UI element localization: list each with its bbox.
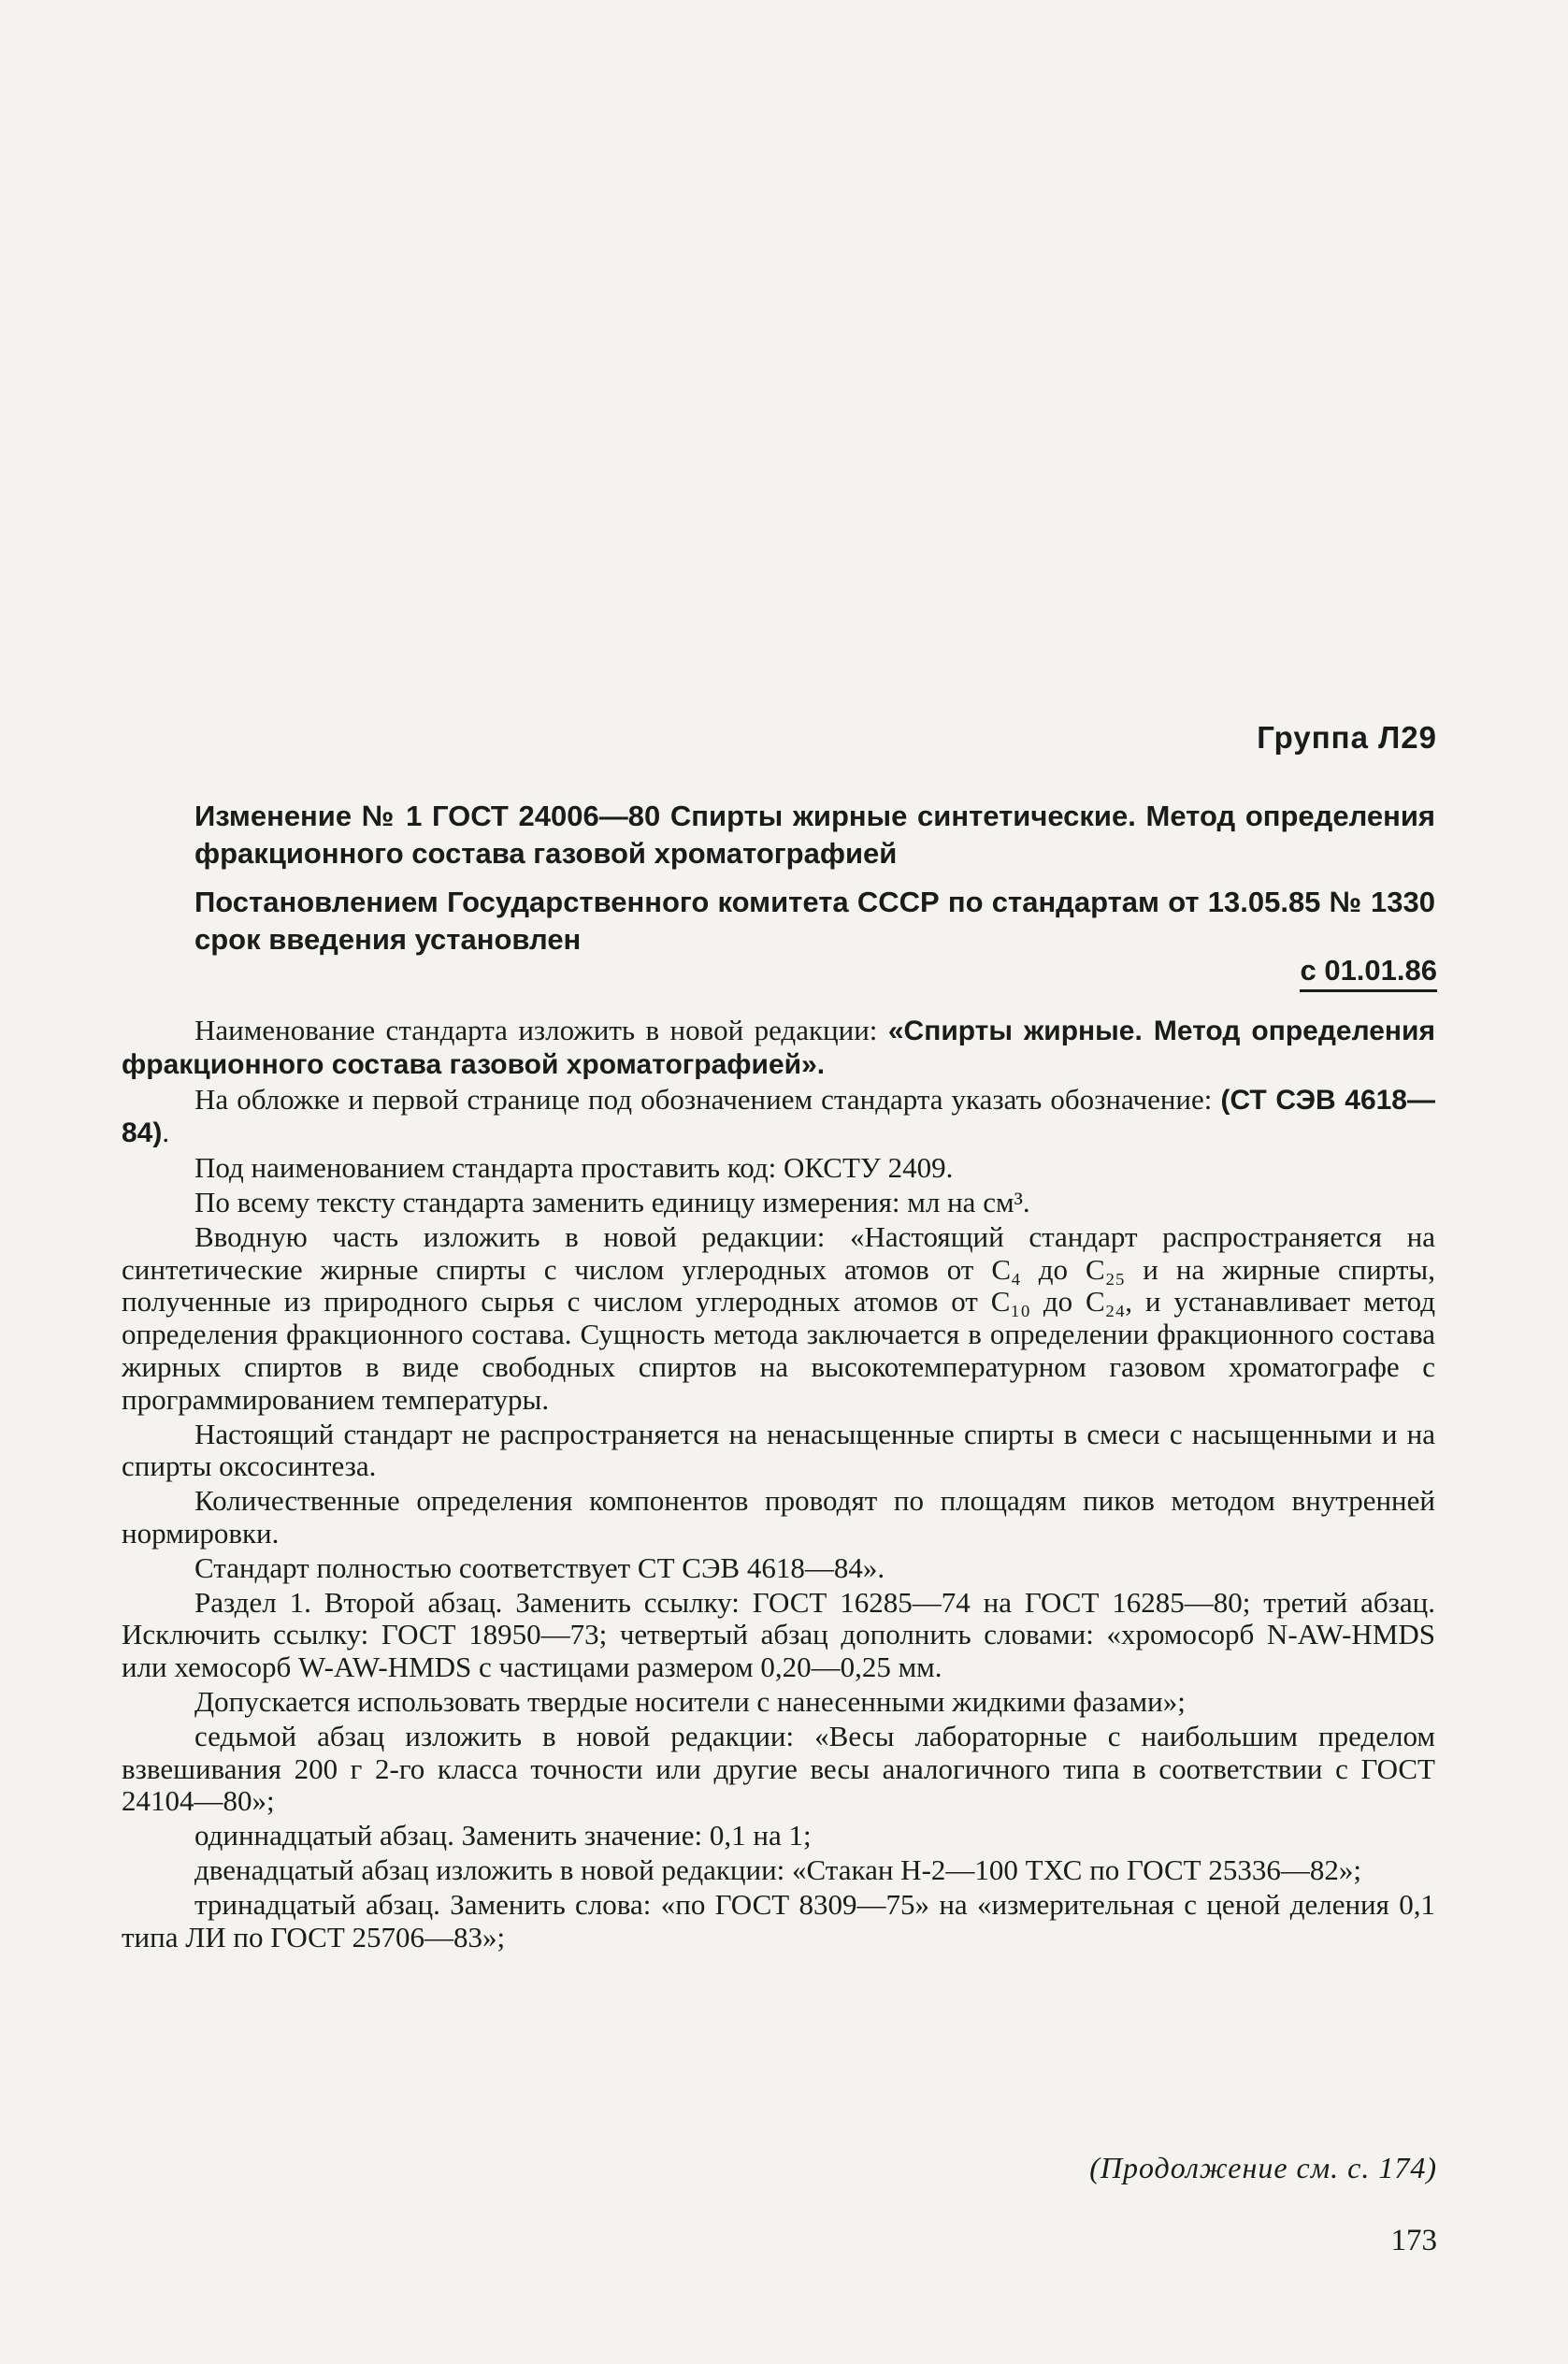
paragraph: Вводную часть изложить в новой редакции: «Настоящий стандарт распространяется на синтетические жирные спирты с числом углеродных атомов от C₄ до C₂₅ и на жирные спирты, полученные из природного сырья с числом углеродных атомов от C₁₀ до C₂₄, и устанавливает метод определения фракционного состава. Сущность метода заключается в определении фракционного состава жирных спиртов в виде свободных спиртов на высокотемпературном газовом хроматографе с программированием температуры. [122, 1219, 1435, 1416]
page-number: 173 [1390, 2224, 1437, 2257]
decree-text: Постановлением Государственного комитета СССР по стандартам от 13.05.85 № 1330 срок введения установлен [194, 886, 1435, 956]
paragraph: Настоящий стандарт не распространяется на ненасыщенные спирты в смеси с насыщенными и на спирты оксосинтеза. [122, 1417, 1435, 1483]
paragraph: Под наименованием стандарта проставить код: ОКСТУ 2409. [194, 1151, 954, 1185]
paragraph: На обложке и первой странице под обозначением стандарта указать обозначение: (СТ СЭВ 4618—84). [122, 1082, 1435, 1149]
group-code: Группа Л29 [1257, 720, 1437, 755]
document-body [122, 1015, 1435, 1955]
paragraph: Раздел 1. Второй абзац. Заменить ссылку: ГОСТ 16285—74 на ГОСТ 16285—80; третий абзац. Исключить ссылку: ГОСТ 18950—73; четвертый абзац дополнить словами: «хромосорб N-AW-HMDS или хемосорб W-AW-HMDS с частицами размером 0,20—0,25 мм. [122, 1585, 1435, 1684]
paragraph: тринадцатый абзац. Заменить слова: «по ГОСТ 8309—75» на «измерительная с ценой деления 0,1 типа ЛИ по ГОСТ 25706—83»; [122, 1887, 1435, 1953]
continuation-note: (Продолжение см. с. 174) [1089, 2151, 1437, 2184]
paragraph: Наименование стандарта изложить в новой редакции: «Спирты жирные. Метод определения фракционного состава газовой хроматографией». [122, 1014, 1435, 1080]
paragraph: Допускается использовать твердые носители с нанесенными жидкими фазами»; [194, 1684, 1186, 1718]
amendment-title: Изменение № 1 ГОСТ 24006—80 Спирты жирные синтетические. Метод определения фракционного состава газовой хроматографией [194, 800, 1435, 870]
effective-date: с 01.01.86 [1300, 954, 1437, 992]
paragraph: одиннадцатый абзац. Заменить значение: 0,1 на 1; [194, 1819, 812, 1852]
paragraph: По всему тексту стандарта заменить единицу измерения: мл на см³. [194, 1185, 1030, 1218]
paragraph: двенадцатый абзац изложить в новой редакции: «Стакан Н-2—100 ТХС по ГОСТ 25336—82»; [194, 1852, 1361, 1886]
paragraph: Стандарт полностью соответствует СТ СЭВ 4618—84». [194, 1550, 885, 1584]
paragraph: Количественные определения компонентов проводят по площадям пиков методом внутренней нормировки. [122, 1484, 1435, 1550]
paragraph: седьмой абзац изложить в новой редакции: «Весы лабораторные с наибольшим пределом взвешивания 200 г 2-го класса точности или другие весы аналогичного типа в соответствии с ГОСТ 24104—80»; [122, 1719, 1435, 1818]
